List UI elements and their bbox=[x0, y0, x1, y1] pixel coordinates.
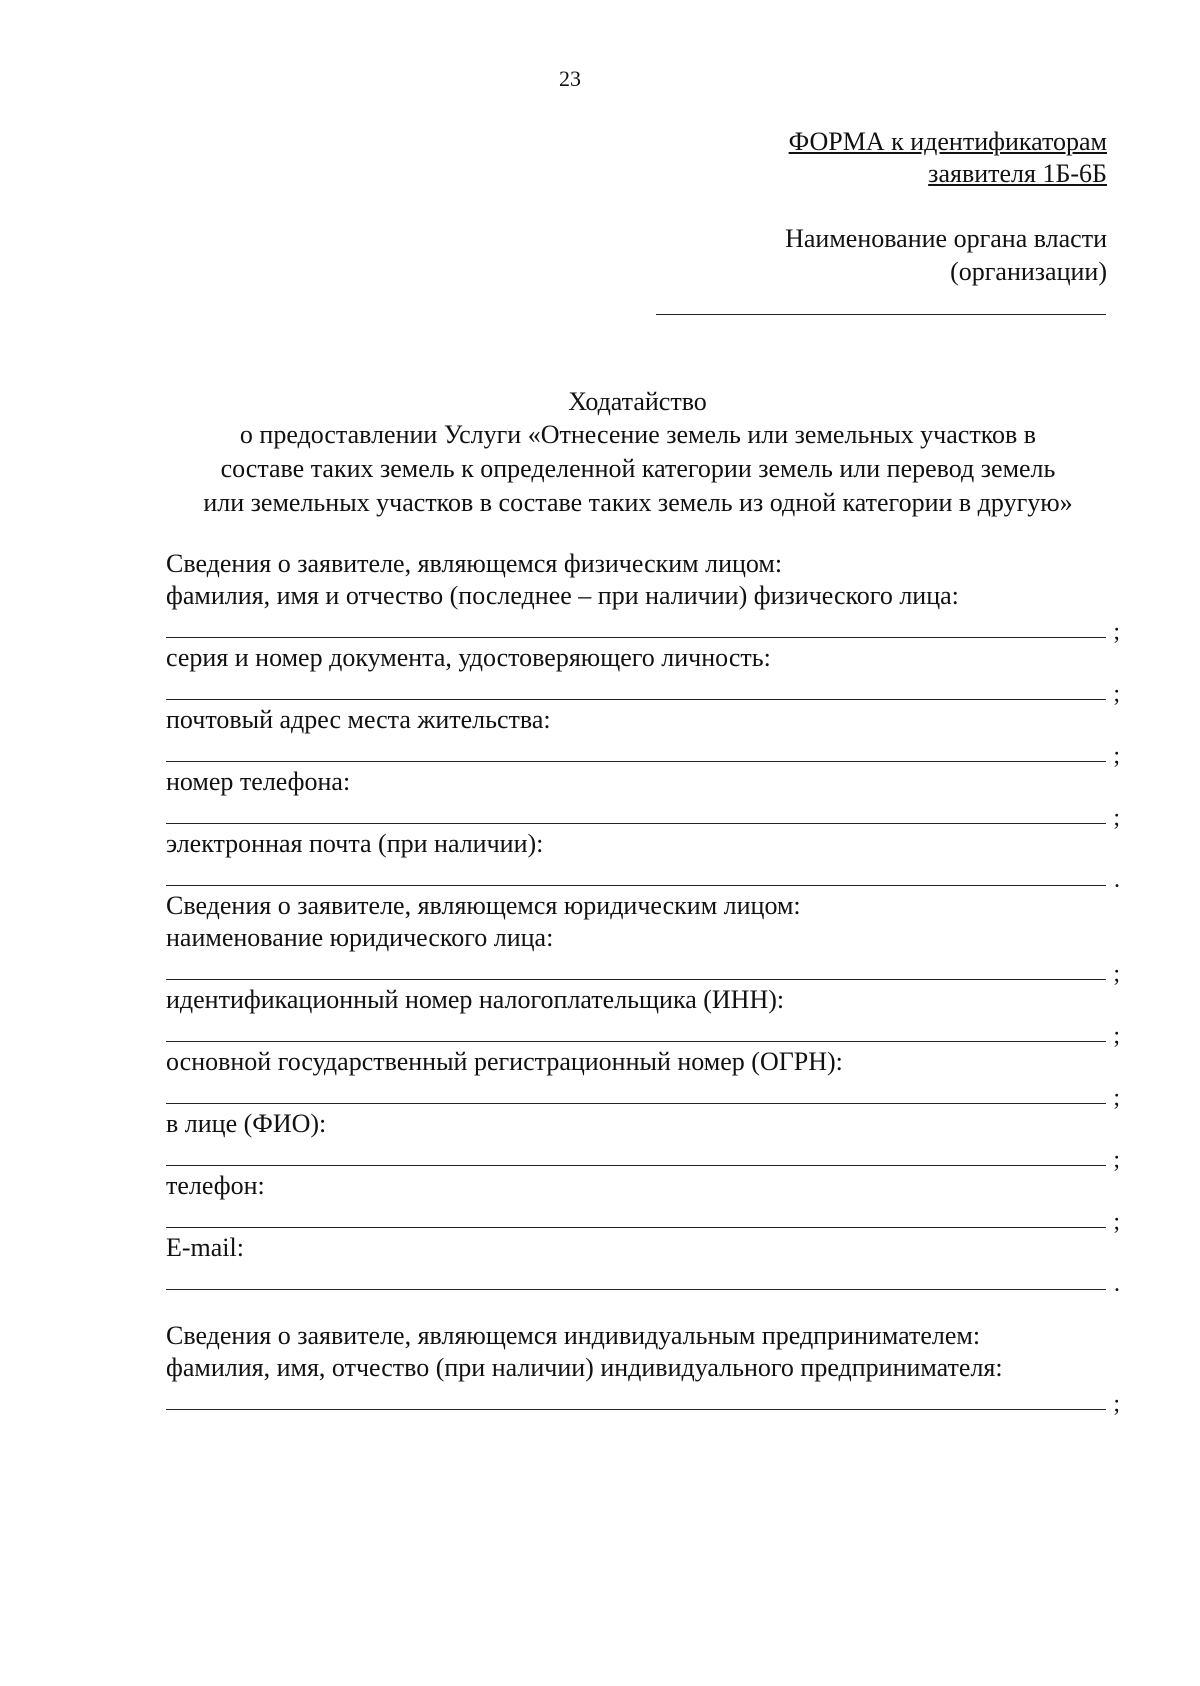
entrepreneur-fullname-field[interactable] bbox=[166, 1384, 1120, 1417]
organization-line2: (организации) bbox=[950, 257, 1107, 286]
blank-line bbox=[166, 1165, 1106, 1166]
field-punctuation: ; bbox=[1113, 1147, 1120, 1173]
field-punctuation: . bbox=[1114, 1271, 1120, 1297]
field-punctuation: . bbox=[1114, 867, 1120, 893]
section-spacer bbox=[166, 1294, 1106, 1320]
field-label: номер телефона: bbox=[166, 767, 351, 796]
field-punctuation: ; bbox=[1113, 619, 1120, 645]
individual-phone-field[interactable] bbox=[166, 798, 1120, 831]
legal-entity-inn-field[interactable] bbox=[166, 1016, 1120, 1049]
blank-line bbox=[166, 979, 1106, 980]
field-label: фамилия, имя и отчество (последнее – при наличии) физического лица: bbox=[166, 581, 959, 610]
subtitle-line2: составе таких земель к определенной категории земель или перевод земель bbox=[220, 454, 1056, 483]
legal-entity-representative-field[interactable] bbox=[166, 1140, 1120, 1173]
blank-line bbox=[166, 761, 1106, 762]
individual-fullname-field[interactable] bbox=[166, 612, 1120, 645]
subtitle-line1: о предоставлении Услуги «Отнесение земель или земельных участков в bbox=[239, 420, 1037, 449]
organization-name-label bbox=[785, 222, 1107, 288]
blank-line bbox=[166, 1041, 1106, 1042]
form-body bbox=[166, 548, 1120, 1417]
field-label: основной государственный регистрационный номер (ОГРН): bbox=[166, 1047, 843, 1076]
field-label: почтовый адрес места жительства: bbox=[166, 705, 551, 734]
individual-id-document-field[interactable] bbox=[166, 674, 1120, 707]
legal-entity-name-field[interactable] bbox=[166, 954, 1120, 987]
field-label: идентификационный номер налогоплательщика (ИНН): bbox=[166, 985, 785, 1014]
individual-postal-address-field[interactable] bbox=[166, 736, 1120, 769]
legal-entity-email-field[interactable] bbox=[166, 1264, 1120, 1297]
page-number: 23 bbox=[559, 66, 581, 91]
blank-line bbox=[166, 1409, 1106, 1410]
individual-heading: Сведения о заявителе, являющемся физическим лицом: bbox=[166, 549, 783, 578]
field-label: E-mail: bbox=[166, 1233, 244, 1262]
field-punctuation: ; bbox=[1113, 1023, 1120, 1049]
field-label: в лице (ФИО): bbox=[166, 1109, 327, 1138]
field-label: электронная почта (при наличии): bbox=[166, 829, 544, 858]
blank-line bbox=[166, 1103, 1106, 1104]
legal-entity-phone-field[interactable] bbox=[166, 1202, 1120, 1235]
field-label: телефон: bbox=[166, 1171, 265, 1200]
field-label: наименование юридического лица: bbox=[166, 923, 554, 952]
legal-entity-ogrn-field[interactable] bbox=[166, 1078, 1120, 1111]
legal-entity-heading: Сведения о заявителе, являющемся юридическим лицом: bbox=[166, 891, 801, 920]
form-identifier bbox=[789, 126, 1107, 190]
blank-line bbox=[166, 1227, 1106, 1228]
document-subtitle bbox=[160, 418, 1116, 520]
form-identifier-line2: заявителя 1Б-6Б bbox=[928, 159, 1107, 188]
blank-line bbox=[166, 637, 1106, 638]
field-label: фамилия, имя, отчество (при наличии) индивидуального предпринимателя: bbox=[166, 1353, 1003, 1382]
field-punctuation: ; bbox=[1113, 1085, 1120, 1111]
field-punctuation: ; bbox=[1113, 961, 1120, 987]
blank-line bbox=[166, 1289, 1106, 1290]
document-title: Ходатайство bbox=[568, 387, 707, 416]
form-identifier-line1: ФОРМА к идентификаторам bbox=[788, 127, 1107, 156]
field-punctuation: ; bbox=[1113, 1391, 1120, 1417]
organization-blank-line[interactable] bbox=[656, 314, 1106, 315]
field-punctuation: ; bbox=[1113, 681, 1120, 707]
blank-line bbox=[166, 823, 1106, 824]
entrepreneur-heading: Сведения о заявителе, являющемся индивидуальным предпринимателем: bbox=[166, 1321, 981, 1350]
blank-line bbox=[166, 699, 1106, 700]
organization-line1: Наименование органа власти bbox=[785, 224, 1107, 253]
subtitle-line3: или земельных участков в составе таких земель из одной категории в другую» bbox=[203, 488, 1073, 517]
blank-line bbox=[166, 885, 1106, 886]
field-label: серия и номер документа, удостоверяющего личность: bbox=[166, 643, 771, 672]
individual-email-field[interactable] bbox=[166, 860, 1120, 893]
field-punctuation: ; bbox=[1113, 1209, 1120, 1235]
field-punctuation: ; bbox=[1113, 743, 1120, 769]
field-punctuation: ; bbox=[1113, 805, 1120, 831]
